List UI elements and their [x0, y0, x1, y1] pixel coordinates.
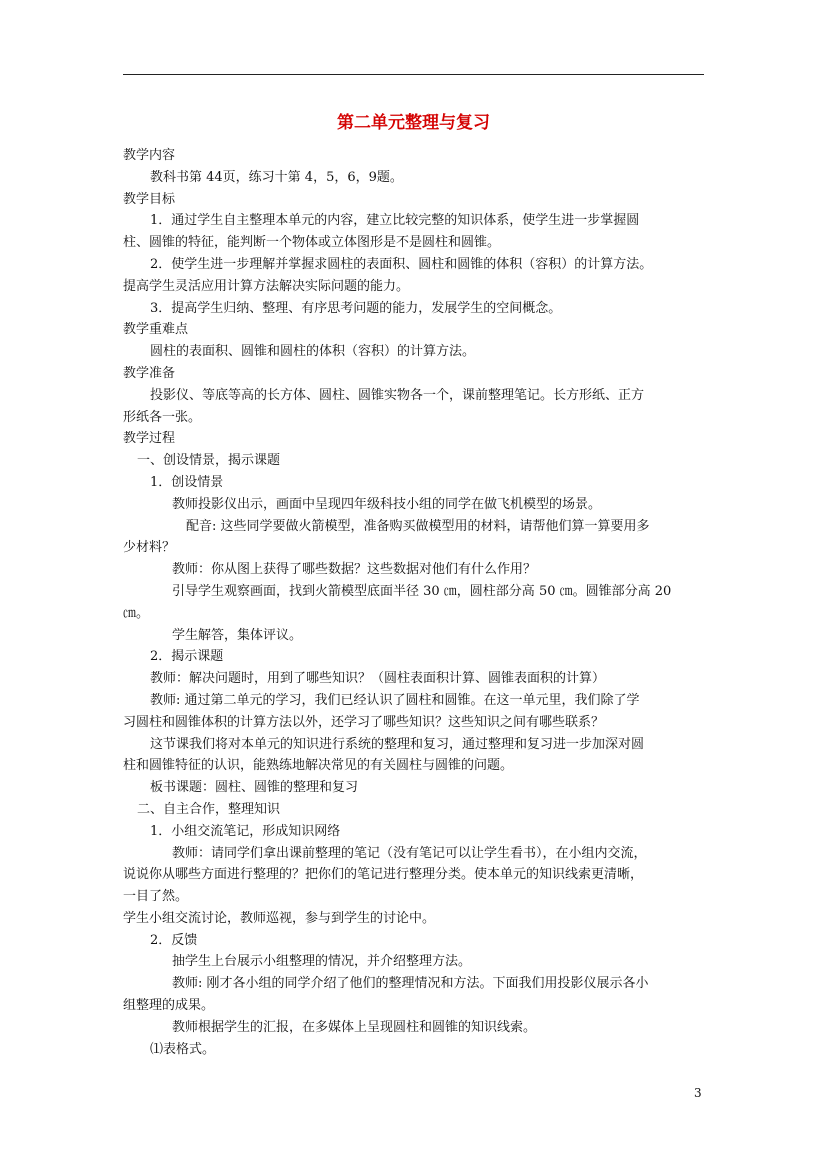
text-line: 圆柱的表面积、圆锥和圆柱的体积（容积）的计算方法。: [150, 344, 476, 360]
text-line: 组整理的成果。: [123, 998, 215, 1014]
text-line: 提高学生灵活应用计算方法解决实际问题的能力。: [123, 278, 410, 294]
text-line: 说说你从哪些方面进行整理的？把你们的笔记进行整理分类。使本单元的知识线索更清晰，: [123, 867, 644, 883]
text-line: ⑴表格式。: [150, 1041, 216, 1057]
text-line: 1．通过学生自主整理本单元的内容，建立比较完整的知识体系，使学生进一步掌握圆: [150, 213, 640, 229]
text-line: 引导学生观察画面，找到火箭模型底面半径 30 ㎝，圆柱部分高 50 ㎝。圆锥部分高 20: [172, 583, 672, 599]
text-line: 柱、圆锥的特征，能判断一个物体或立体图形是不是圆柱和圆锥。: [123, 235, 501, 251]
text-line: 教学准备: [123, 365, 176, 381]
text-line: 教学目标: [123, 191, 176, 207]
text-line: 教学重难点: [123, 322, 189, 338]
text-line: 二、自主合作，整理知识: [137, 801, 281, 817]
text-line: 教师：解决问题时，用到了哪些知识？（圆柱表面积计算、圆锥表面积的计算）: [150, 671, 606, 687]
text-line: 2．使学生进一步理解并掌握求圆柱的表面积、圆柱和圆锥的体积（容积）的计算方法。: [150, 256, 653, 272]
text-line: 一、创设情景，揭示课题: [137, 453, 281, 469]
text-line: 2．反馈: [150, 932, 198, 948]
text-line: 教师根据学生的汇报，在多媒体上呈现圆柱和圆锥的知识线索。: [172, 1019, 537, 1035]
text-line: 教学内容: [123, 148, 176, 163]
text-line: 少材料？: [123, 540, 176, 556]
text-line: 1．小组交流笔记，形成知识网络: [150, 823, 341, 839]
text-line: 学生解答，集体评议。: [172, 627, 303, 643]
text-line: 3．提高学生归纳、整理、有序思考问题的能力，发展学生的空间概念。: [150, 300, 562, 316]
text-line: 教师：你从图上获得了哪些数据？这些数据对他们有什么作用？: [172, 562, 537, 578]
text-line: 教师投影仪出示，画面中呈现四年级科技小组的同学在做飞机模型的场景。: [172, 496, 602, 512]
text-line: 教师：请同学们拿出课前整理的笔记（没有笔记可以让学生看书），在小组内交流，: [172, 845, 647, 861]
text-line: 形纸各一张。: [123, 409, 202, 425]
header-rule: [123, 74, 704, 75]
text-line: 这节课我们将对本单元的知识进行系统的整理和复习，通过整理和复习进一步加深对圆: [150, 736, 645, 752]
text-line: 柱和圆锥特征的认识，能熟练地解决常见的有关圆柱与圆锥的问题。: [123, 758, 514, 774]
text-line: 教师: 通过第二单元的学习，我们已经认识了圆柱和圆锥。在这一单元里，我们除了学: [150, 692, 640, 708]
document-body: [123, 145, 715, 1060]
text-line: 教师: 刚才各小组的同学介绍了他们的整理情况和方法。下面我们用投影仪展示各小: [172, 976, 649, 992]
text-line: 1．创设情景: [150, 474, 224, 490]
text-line: 2．揭示课题: [150, 649, 224, 665]
text-line: ㎝。: [123, 605, 150, 621]
text-line: 习圆柱和圆锥体积的计算方法以外，还学习了哪些知识？这些知识之间有哪些联系？: [123, 714, 605, 730]
text-line: 教学过程: [123, 431, 176, 447]
text-line: 教科书第 44页，练习十第 4，5，6，9题。: [150, 169, 403, 185]
text-line: 投影仪、等底等高的长方体、圆柱、圆锥实物各一个，课前整理笔记。长方形纸、正方: [150, 387, 645, 403]
text-line: 一目了然。: [123, 889, 189, 905]
text-line: 抽学生上台展示小组整理的情况，并介绍整理方法。: [172, 954, 472, 970]
text-line: 配音: 这些同学要做火箭模型，准备购买做模型用的材料，请帮他们算一算要用多: [186, 518, 650, 534]
page-number: 3: [694, 1086, 702, 1100]
page-title: 第二单元整理与复习: [337, 113, 490, 133]
text-line: 板书课题：圆柱、圆锥的整理和复习: [150, 780, 359, 796]
text-line: 学生小组交流讨论，教师巡视，参与到学生的讨论中。: [123, 910, 436, 926]
